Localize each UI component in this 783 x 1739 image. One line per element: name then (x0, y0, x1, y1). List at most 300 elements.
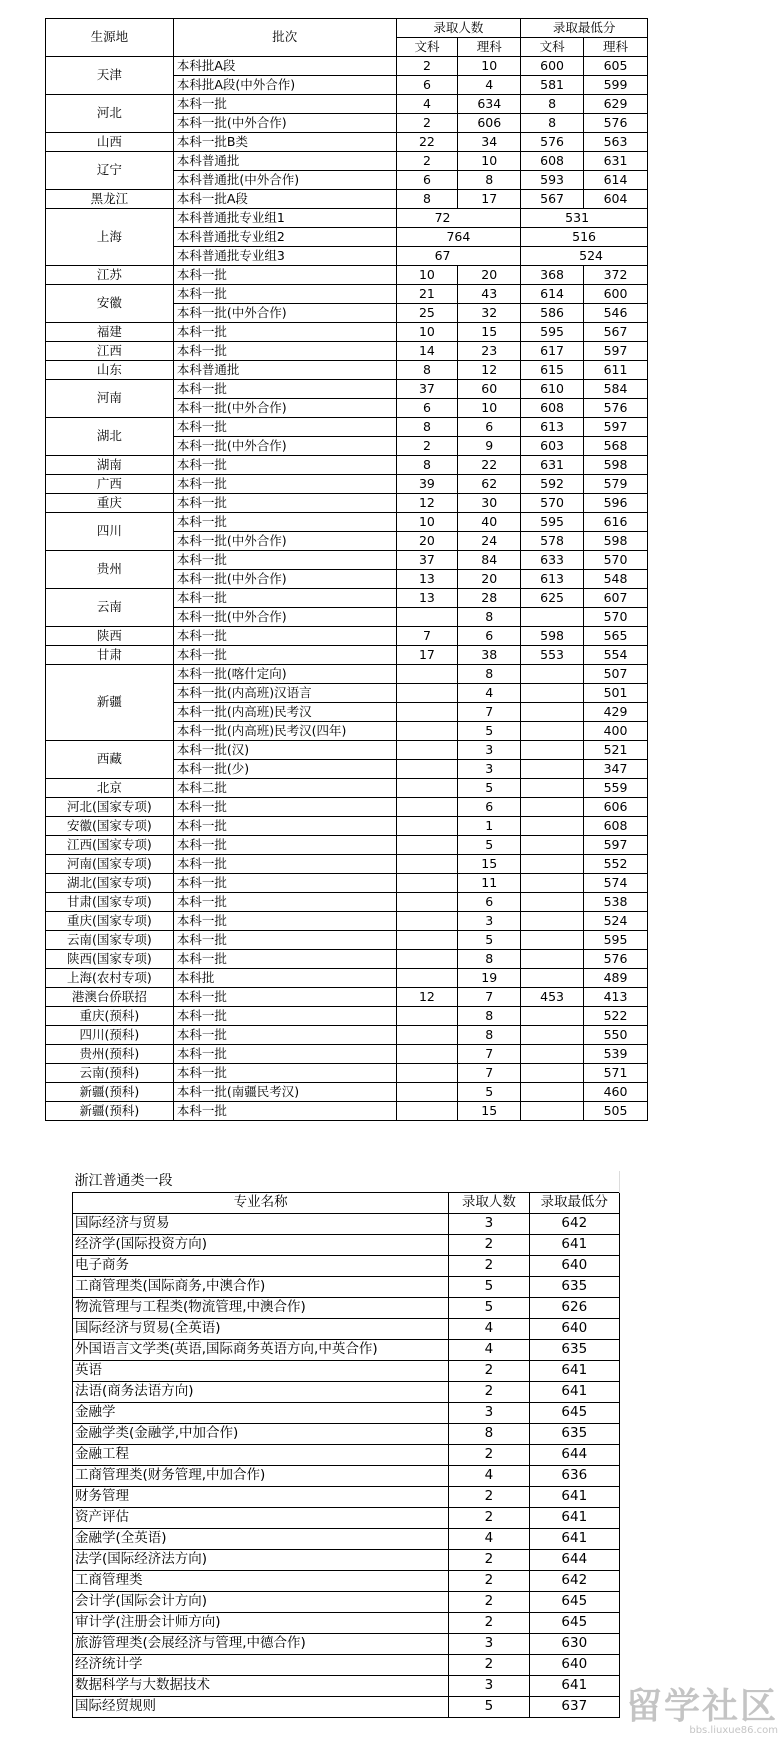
table-row (46, 342, 648, 361)
admitted-science-cell: 11 (458, 874, 521, 893)
admitted-arts-cell: 13 (396, 589, 458, 608)
batch-cell: 本科一批 (173, 855, 396, 874)
min-score-cell: 524 (521, 247, 648, 266)
table-row (46, 95, 648, 114)
admitted-arts-cell (396, 722, 458, 741)
min-score-science-cell: 565 (584, 627, 648, 646)
table-row (73, 1402, 620, 1423)
major-name-cell: 金融学类(金融学,中加合作) (73, 1423, 449, 1444)
admitted-science-cell: 5 (458, 779, 521, 798)
table-row (46, 589, 648, 608)
min-score-cell: 516 (521, 228, 648, 247)
min-score-science-cell: 570 (584, 551, 648, 570)
batch-cell: 本科一批(中外合作) (173, 437, 396, 456)
major-score-cell: 641 (529, 1381, 619, 1402)
batch-cell: 本科一批(中外合作) (173, 570, 396, 589)
table-row (46, 209, 648, 228)
min-score-arts-cell: 553 (521, 646, 584, 665)
table-row (46, 285, 648, 304)
min-score-science-cell: 548 (584, 570, 648, 589)
major-count-cell: 4 (449, 1465, 529, 1486)
zhejiang-table (72, 1171, 620, 1718)
admitted-science-cell: 7 (458, 703, 521, 722)
min-score-science-cell: 571 (584, 1064, 648, 1083)
admitted-science-cell: 5 (458, 722, 521, 741)
major-count-cell: 2 (449, 1612, 529, 1633)
admitted-science-cell: 22 (458, 456, 521, 475)
min-score-arts-cell: 603 (521, 437, 584, 456)
min-score-science-cell: 574 (584, 874, 648, 893)
major-name-cell: 会计学(国际会计方向) (73, 1591, 449, 1612)
admitted-arts-cell: 8 (396, 361, 458, 380)
min-score-science-cell: 595 (584, 931, 648, 950)
admitted-science-cell: 8 (458, 1026, 521, 1045)
major-name-cell: 审计学(注册会计师方向) (73, 1612, 449, 1633)
min-score-science-cell: 606 (584, 798, 648, 817)
admitted-science-cell: 8 (458, 1007, 521, 1026)
batch-cell: 本科一批 (173, 931, 396, 950)
table-row (46, 741, 648, 760)
admitted-arts-cell: 6 (396, 399, 458, 418)
admitted-science-cell: 6 (458, 893, 521, 912)
batch-cell: 本科一批 (173, 874, 396, 893)
admitted-science-cell: 5 (458, 931, 521, 950)
min-score-arts-cell: 586 (521, 304, 584, 323)
min-score-arts-cell (521, 1026, 584, 1045)
batch-cell: 本科一批 (173, 456, 396, 475)
batch-cell: 本科一批 (173, 646, 396, 665)
admitted-arts-cell: 2 (396, 114, 458, 133)
batch-cell: 本科一批 (173, 988, 396, 1007)
major-score-cell: 642 (529, 1213, 619, 1234)
batch-cell: 本科一批A段 (173, 190, 396, 209)
min-score-arts-cell (521, 760, 584, 779)
major-name-cell: 国际经济与贸易(全英语) (73, 1318, 449, 1339)
origin-cell: 湖南 (46, 456, 174, 475)
major-score-cell: 636 (529, 1465, 619, 1486)
min-score-science-cell: 524 (584, 912, 648, 931)
min-score-arts-cell: 592 (521, 475, 584, 494)
admitted-science-cell: 3 (458, 741, 521, 760)
min-score-science-cell: 347 (584, 760, 648, 779)
table-row (46, 190, 648, 209)
min-score-science-cell: 552 (584, 855, 648, 874)
table-row (73, 1465, 620, 1486)
table-row (46, 798, 648, 817)
min-score-arts-cell: 608 (521, 399, 584, 418)
table-row (73, 1570, 620, 1591)
batch-cell: 本科一批(喀什定向) (173, 665, 396, 684)
batch-cell: 本科批A段(中外合作) (173, 76, 396, 95)
min-score-arts-cell: 578 (521, 532, 584, 551)
origin-cell: 北京 (46, 779, 174, 798)
batch-cell: 本科一批(中外合作) (173, 532, 396, 551)
admitted-science-cell: 6 (458, 627, 521, 646)
table-row (73, 1381, 620, 1402)
batch-cell: 本科一批 (173, 285, 396, 304)
table-row (73, 1276, 620, 1297)
min-score-cell: 531 (521, 209, 648, 228)
major-name-cell: 资产评估 (73, 1507, 449, 1528)
table-row (46, 817, 648, 836)
table-row (46, 380, 648, 399)
min-score-science-cell: 563 (584, 133, 648, 152)
admitted-arts-cell: 8 (396, 418, 458, 437)
admitted-science-cell: 34 (458, 133, 521, 152)
admitted-science-cell: 20 (458, 570, 521, 589)
batch-cell: 本科一批 (173, 950, 396, 969)
admitted-science-cell: 24 (458, 532, 521, 551)
batch-cell: 本科一批(中外合作) (173, 399, 396, 418)
batch-cell: 本科批 (173, 969, 396, 988)
min-score-science-cell: 579 (584, 475, 648, 494)
min-score-arts-cell: 617 (521, 342, 584, 361)
origin-cell: 甘肃 (46, 646, 174, 665)
admitted-science-cell: 38 (458, 646, 521, 665)
origin-cell: 江苏 (46, 266, 174, 285)
major-score-cell: 630 (529, 1633, 619, 1654)
min-score-arts-cell: 613 (521, 418, 584, 437)
admitted-arts-cell: 17 (396, 646, 458, 665)
min-score-arts-cell: 593 (521, 171, 584, 190)
watermark-logo-text: 留学社区 (625, 1686, 778, 1727)
table-row (73, 1213, 620, 1234)
admitted-science-cell: 60 (458, 380, 521, 399)
admitted-arts-cell (396, 855, 458, 874)
admitted-arts-cell (396, 684, 458, 703)
min-score-arts-cell (521, 1102, 584, 1121)
table-row (46, 551, 648, 570)
min-score-science-cell: 607 (584, 589, 648, 608)
admitted-science-cell: 15 (458, 855, 521, 874)
min-score-arts-cell: 595 (521, 513, 584, 532)
min-score-arts-cell (521, 931, 584, 950)
table-row (46, 931, 648, 950)
min-score-science-cell: 539 (584, 1045, 648, 1064)
min-score-arts-cell: 567 (521, 190, 584, 209)
min-score-science-cell: 489 (584, 969, 648, 988)
table-row (46, 912, 648, 931)
batch-cell: 本科一批(内高班)民考汉(四年) (173, 722, 396, 741)
min-score-arts-cell (521, 684, 584, 703)
admitted-count-cell: 67 (396, 247, 521, 266)
admitted-count-cell: 764 (396, 228, 521, 247)
major-score-cell: 641 (529, 1528, 619, 1549)
batch-cell: 本科普通批专业组1 (173, 209, 396, 228)
admitted-science-cell: 634 (458, 95, 521, 114)
admitted-arts-cell (396, 741, 458, 760)
major-count-cell: 4 (449, 1318, 529, 1339)
header-admitted-science: 理科 (458, 38, 521, 57)
min-score-science-cell: 546 (584, 304, 648, 323)
table-row (46, 1007, 648, 1026)
admitted-science-cell: 6 (458, 418, 521, 437)
admitted-arts-cell: 10 (396, 323, 458, 342)
major-count-cell: 3 (449, 1675, 529, 1696)
min-score-arts-cell (521, 798, 584, 817)
admitted-arts-cell (396, 665, 458, 684)
major-count-cell: 5 (449, 1696, 529, 1717)
batch-cell: 本科一批(内高班)汉语言 (173, 684, 396, 703)
major-count-cell: 2 (449, 1486, 529, 1507)
admitted-arts-cell: 39 (396, 475, 458, 494)
origin-cell: 重庆(国家专项) (46, 912, 174, 931)
header-major-count: 录取人数 (449, 1192, 529, 1213)
major-score-cell: 641 (529, 1486, 619, 1507)
header-admitted: 录取人数 (396, 19, 521, 38)
min-score-arts-cell (521, 817, 584, 836)
admitted-arts-cell (396, 1045, 458, 1064)
origin-cell: 山东 (46, 361, 174, 380)
table-row (46, 779, 648, 798)
origin-cell: 陕西(国家专项) (46, 950, 174, 969)
min-score-arts-cell (521, 1064, 584, 1083)
min-score-arts-cell: 615 (521, 361, 584, 380)
admitted-arts-cell: 2 (396, 437, 458, 456)
admitted-science-cell: 32 (458, 304, 521, 323)
admitted-science-cell: 606 (458, 114, 521, 133)
batch-cell: 本科一批(少) (173, 760, 396, 779)
origin-cell: 重庆 (46, 494, 174, 513)
min-score-science-cell: 570 (584, 608, 648, 627)
table-row (46, 874, 648, 893)
admitted-arts-cell (396, 1102, 458, 1121)
admitted-arts-cell (396, 1083, 458, 1102)
batch-cell: 本科一批 (173, 817, 396, 836)
min-score-arts-cell: 631 (521, 456, 584, 475)
admission-table-body (46, 57, 648, 1121)
admitted-arts-cell (396, 874, 458, 893)
admitted-science-cell: 10 (458, 152, 521, 171)
major-name-cell: 工商管理类(国际商务,中澳合作) (73, 1276, 449, 1297)
batch-cell: 本科一批(汉) (173, 741, 396, 760)
min-score-science-cell: 460 (584, 1083, 648, 1102)
origin-cell: 湖北 (46, 418, 174, 456)
table-row (46, 513, 648, 532)
batch-cell: 本科一批 (173, 1026, 396, 1045)
min-score-science-cell: 629 (584, 95, 648, 114)
min-score-science-cell: 550 (584, 1026, 648, 1045)
origin-cell: 江西 (46, 342, 174, 361)
min-score-arts-cell (521, 912, 584, 931)
table-row (46, 988, 648, 1007)
admitted-science-cell: 8 (458, 665, 521, 684)
admitted-science-cell: 5 (458, 836, 521, 855)
min-score-science-cell: 584 (584, 380, 648, 399)
admitted-arts-cell: 12 (396, 988, 458, 1007)
admitted-arts-cell (396, 1064, 458, 1083)
major-name-cell: 国际经贸规则 (73, 1696, 449, 1717)
major-count-cell: 2 (449, 1234, 529, 1255)
min-score-arts-cell (521, 665, 584, 684)
admitted-science-cell: 7 (458, 1045, 521, 1064)
min-score-arts-cell: 8 (521, 95, 584, 114)
min-score-arts-cell: 8 (521, 114, 584, 133)
batch-cell: 本科一批(中外合作) (173, 114, 396, 133)
origin-cell: 河南(国家专项) (46, 855, 174, 874)
origin-cell: 上海(农村专项) (46, 969, 174, 988)
batch-cell: 本科一批 (173, 912, 396, 931)
major-count-cell: 3 (449, 1633, 529, 1654)
batch-cell: 本科一批 (173, 798, 396, 817)
admitted-arts-cell (396, 950, 458, 969)
major-count-cell: 3 (449, 1213, 529, 1234)
table-row (46, 836, 648, 855)
table-row (73, 1318, 620, 1339)
table-row (73, 1486, 620, 1507)
major-score-cell: 644 (529, 1444, 619, 1465)
major-name-cell: 法语(商务法语方向) (73, 1381, 449, 1402)
major-score-cell: 645 (529, 1402, 619, 1423)
header-min-score: 录取最低分 (521, 19, 648, 38)
admitted-science-cell: 4 (458, 684, 521, 703)
admitted-arts-cell: 10 (396, 266, 458, 285)
major-name-cell: 经济学(国际投资方向) (73, 1234, 449, 1255)
header-batch: 批次 (173, 19, 396, 57)
table-row (73, 1234, 620, 1255)
min-score-science-cell: 501 (584, 684, 648, 703)
origin-cell: 安徽(国家专项) (46, 817, 174, 836)
origin-cell: 湖北(国家专项) (46, 874, 174, 893)
watermark (612, 1688, 778, 1736)
major-score-cell: 635 (529, 1276, 619, 1297)
min-score-arts-cell (521, 969, 584, 988)
admitted-science-cell: 8 (458, 608, 521, 627)
origin-cell: 河北 (46, 95, 174, 133)
table-row (46, 323, 648, 342)
admitted-arts-cell: 37 (396, 551, 458, 570)
admitted-science-cell: 62 (458, 475, 521, 494)
major-score-cell: 626 (529, 1297, 619, 1318)
min-score-science-cell: 567 (584, 323, 648, 342)
min-score-science-cell: 616 (584, 513, 648, 532)
origin-cell: 新疆(预科) (46, 1102, 174, 1121)
header-admitted-arts: 文科 (396, 38, 458, 57)
major-score-cell: 637 (529, 1696, 619, 1717)
min-score-science-cell: 611 (584, 361, 648, 380)
batch-cell: 本科批A段 (173, 57, 396, 76)
table-row (46, 152, 648, 171)
min-score-arts-cell (521, 893, 584, 912)
min-score-arts-cell: 598 (521, 627, 584, 646)
table-row (73, 1339, 620, 1360)
major-score-cell: 642 (529, 1570, 619, 1591)
min-score-arts-cell: 625 (521, 589, 584, 608)
major-count-cell: 2 (449, 1549, 529, 1570)
origin-cell: 安徽 (46, 285, 174, 323)
table-row (46, 361, 648, 380)
major-score-cell: 640 (529, 1654, 619, 1675)
min-score-arts-cell (521, 779, 584, 798)
major-name-cell: 经济统计学 (73, 1654, 449, 1675)
admitted-science-cell: 3 (458, 760, 521, 779)
min-score-science-cell: 554 (584, 646, 648, 665)
admitted-arts-cell: 37 (396, 380, 458, 399)
batch-cell: 本科普通批(中外合作) (173, 171, 396, 190)
major-count-cell: 2 (449, 1255, 529, 1276)
admitted-arts-cell: 8 (396, 456, 458, 475)
admitted-science-cell: 8 (458, 950, 521, 969)
origin-cell: 云南(国家专项) (46, 931, 174, 950)
table-row (46, 627, 648, 646)
min-score-arts-cell (521, 741, 584, 760)
major-count-cell: 2 (449, 1507, 529, 1528)
min-score-science-cell: 413 (584, 988, 648, 1007)
table-row (73, 1633, 620, 1654)
admitted-arts-cell (396, 703, 458, 722)
admitted-arts-cell: 6 (396, 171, 458, 190)
origin-cell: 贵州(预科) (46, 1045, 174, 1064)
major-count-cell: 3 (449, 1402, 529, 1423)
table-row (73, 1591, 620, 1612)
origin-cell: 福建 (46, 323, 174, 342)
min-score-science-cell: 596 (584, 494, 648, 513)
batch-cell: 本科一批 (173, 836, 396, 855)
zhejiang-table-caption: 浙江普通类一段 (73, 1171, 620, 1192)
admitted-science-cell: 7 (458, 1064, 521, 1083)
table-row (46, 665, 648, 684)
min-score-science-cell: 372 (584, 266, 648, 285)
admitted-arts-cell: 21 (396, 285, 458, 304)
header-major-name: 专业名称 (73, 1192, 449, 1213)
batch-cell: 本科一批 (173, 323, 396, 342)
admitted-arts-cell (396, 798, 458, 817)
min-score-science-cell: 600 (584, 285, 648, 304)
origin-cell: 四川 (46, 513, 174, 551)
admitted-science-cell: 15 (458, 1102, 521, 1121)
batch-cell: 本科普通批专业组2 (173, 228, 396, 247)
admitted-science-cell: 84 (458, 551, 521, 570)
table-row (46, 1045, 648, 1064)
min-score-science-cell: 568 (584, 437, 648, 456)
admitted-arts-cell: 12 (396, 494, 458, 513)
batch-cell: 本科一批 (173, 513, 396, 532)
min-score-arts-cell: 581 (521, 76, 584, 95)
min-score-arts-cell (521, 1083, 584, 1102)
table-row (46, 1102, 648, 1121)
min-score-arts-cell: 613 (521, 570, 584, 589)
table-row (46, 57, 648, 76)
min-score-science-cell: 608 (584, 817, 648, 836)
min-score-arts-cell (521, 608, 584, 627)
batch-cell: 本科普通批 (173, 361, 396, 380)
admitted-arts-cell (396, 893, 458, 912)
batch-cell: 本科一批 (173, 475, 396, 494)
admitted-science-cell: 28 (458, 589, 521, 608)
header-score-arts: 文科 (521, 38, 584, 57)
origin-cell: 新疆 (46, 665, 174, 741)
major-name-cell: 金融工程 (73, 1444, 449, 1465)
table-row (46, 646, 648, 665)
origin-cell: 新疆(预科) (46, 1083, 174, 1102)
major-count-cell: 2 (449, 1444, 529, 1465)
batch-cell: 本科一批 (173, 342, 396, 361)
major-name-cell: 英语 (73, 1360, 449, 1381)
major-score-cell: 645 (529, 1612, 619, 1633)
admission-table (45, 18, 648, 1121)
origin-cell: 广西 (46, 475, 174, 494)
header-origin: 生源地 (46, 19, 174, 57)
min-score-science-cell: 522 (584, 1007, 648, 1026)
major-score-cell: 635 (529, 1339, 619, 1360)
table-row (46, 266, 648, 285)
min-score-arts-cell (521, 1007, 584, 1026)
origin-cell: 河北(国家专项) (46, 798, 174, 817)
admitted-arts-cell: 14 (396, 342, 458, 361)
major-name-cell: 工商管理类(财务管理,中加合作) (73, 1465, 449, 1486)
batch-cell: 本科一批 (173, 266, 396, 285)
min-score-arts-cell (521, 855, 584, 874)
